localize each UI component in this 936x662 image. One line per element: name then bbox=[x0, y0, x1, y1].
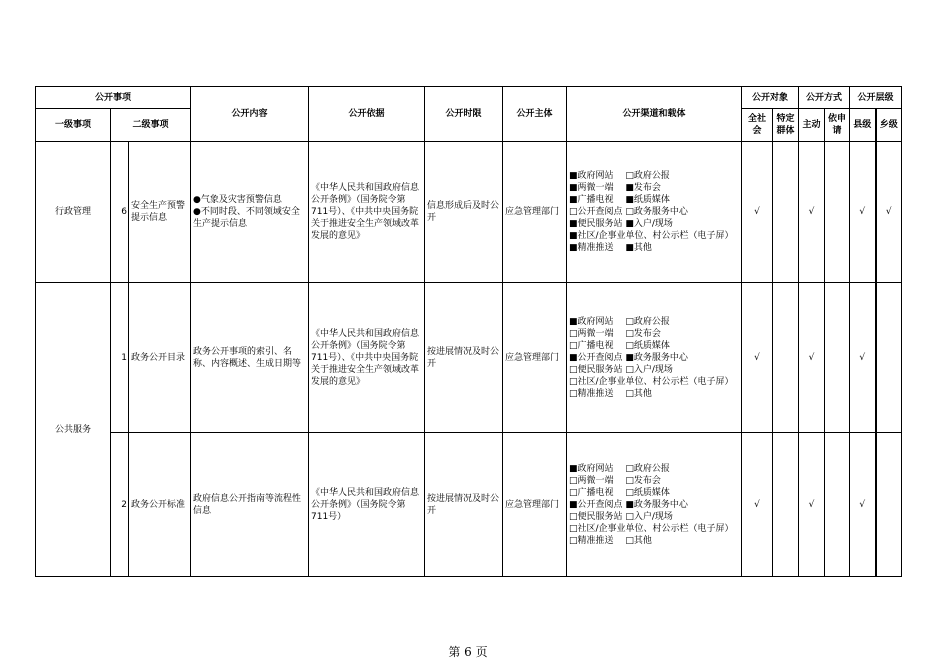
channel-line: □两微一端 □发布会 bbox=[569, 328, 661, 339]
channel-line: □广播电视 □纸质媒体 bbox=[569, 340, 670, 351]
cell-basis: 《中华人民共和国政府信息公开条例》（国务院令第711号）、《中共中央国务院关于推进安全生产领域改革发展的意见》 bbox=[309, 142, 425, 283]
channel-line: ■政府网站 □政府公报 bbox=[569, 316, 670, 327]
channel-line: □社区/企事业单位、村公示栏（电子屏） bbox=[569, 523, 734, 534]
channel-line: ■便民服务站 ■入户/现场 bbox=[569, 219, 673, 229]
channel-line: □公开查阅点 □政务服务中心 bbox=[569, 207, 688, 217]
cell-basis: 《中华人民共和国政府信息公开条例》（国务院令第711号） bbox=[309, 433, 425, 577]
header-channel: 公开渠道和载体 bbox=[567, 87, 742, 142]
cell-num: 2 bbox=[111, 433, 129, 577]
cell-level-township: √ bbox=[876, 142, 902, 283]
header-target: 公开对象 bbox=[742, 87, 799, 109]
cell-method-request bbox=[825, 283, 850, 433]
cell-level-township bbox=[876, 433, 902, 577]
cell-level-county: √ bbox=[850, 433, 876, 577]
cell-subject: 应急管理部门 bbox=[503, 142, 567, 283]
channel-line: □便民服务站 □入户/现场 bbox=[569, 364, 673, 375]
header-target-specific: 特定群体 bbox=[773, 109, 799, 142]
header-level-county: 县级 bbox=[850, 109, 876, 142]
header-basis: 公开依据 bbox=[309, 87, 425, 142]
table-row bbox=[36, 433, 902, 577]
header-method: 公开方式 bbox=[799, 87, 850, 109]
channel-line: ■政府网站 □政府公报 bbox=[569, 171, 670, 181]
header-level2: 二级事项 bbox=[111, 109, 191, 142]
channel-line: ■社区/企事业单位、村公示栏（电子屏） bbox=[569, 231, 734, 241]
cell-level1: 行政管理 bbox=[36, 142, 111, 283]
cell-level-county: √ bbox=[850, 142, 876, 283]
cell-level2: 安全生产预警提示信息 bbox=[129, 142, 191, 283]
cell-level2: 政务公开标准 bbox=[129, 433, 191, 577]
disclosure-table bbox=[35, 86, 902, 577]
cell-channel bbox=[567, 142, 742, 283]
header-subject: 公开主体 bbox=[503, 87, 567, 142]
cell-method-active: √ bbox=[799, 283, 825, 433]
cell-level2: 政务公开目录 bbox=[129, 283, 191, 433]
channel-line: □精准推送 □其他 bbox=[569, 535, 652, 546]
table-row bbox=[36, 283, 902, 433]
cell-time: 按进展情况及时公开 bbox=[425, 283, 503, 433]
header-level-township: 乡级 bbox=[876, 109, 902, 142]
header-method-active: 主动 bbox=[799, 109, 825, 142]
cell-target-specific bbox=[773, 433, 799, 577]
channel-line: □精准推送 □其他 bbox=[569, 388, 652, 399]
channel-line: □两微一端 □发布会 bbox=[569, 475, 661, 486]
table-row bbox=[36, 142, 902, 283]
page-number: 第 6 页 bbox=[448, 645, 488, 659]
channel-line: ■广播电视 ■纸质媒体 bbox=[569, 195, 670, 205]
header-time: 公开时限 bbox=[425, 87, 503, 142]
cell-time: 按进展情况及时公开 bbox=[425, 433, 503, 577]
cell-level-county: √ bbox=[850, 283, 876, 433]
header-gongkai-shixiang: 公开事项 bbox=[36, 87, 191, 109]
cell-method-request bbox=[825, 433, 850, 577]
cell-basis: 《中华人民共和国政府信息公开条例》（国务院令第711号）、《中共中央国务院关于推进安全生产领域改革发展的意见》 bbox=[309, 283, 425, 433]
header-content: 公开内容 bbox=[191, 87, 309, 142]
cell-content: 政府信息公开指南等流程性信息 bbox=[191, 433, 309, 577]
channel-line: ■政府网站 □政府公报 bbox=[569, 463, 670, 474]
cell-method-active: √ bbox=[799, 433, 825, 577]
cell-num: 6 bbox=[111, 142, 129, 283]
channel-line: ■公开查阅点 ■政务服务中心 bbox=[569, 499, 688, 510]
cell-num: 1 bbox=[111, 283, 129, 433]
cell-target-all: √ bbox=[742, 433, 773, 577]
cell-channel bbox=[567, 283, 742, 433]
cell-method-request bbox=[825, 142, 850, 283]
cell-content: 政务公开事项的索引、名称、内容概述、生成日期等 bbox=[191, 283, 309, 433]
cell-method-active: √ bbox=[799, 142, 825, 283]
cell-target-specific bbox=[773, 283, 799, 433]
header-level: 公开层级 bbox=[850, 87, 902, 109]
cell-time: 信息形成后及时公开 bbox=[425, 142, 503, 283]
cell-content bbox=[191, 142, 309, 283]
cell-target-all: √ bbox=[742, 283, 773, 433]
cell-subject: 应急管理部门 bbox=[503, 433, 567, 577]
cell-level1: 公共服务 bbox=[36, 283, 111, 577]
channel-line: □社区/企事业单位、村公示栏（电子屏） bbox=[569, 376, 734, 387]
header-level1: 一级事项 bbox=[36, 109, 111, 142]
cell-channel bbox=[567, 433, 742, 577]
cell-subject: 应急管理部门 bbox=[503, 283, 567, 433]
content-line: ●不同时段、不同领域安全生产提示信息 bbox=[193, 207, 300, 229]
channel-line: ■两微一端 ■发布会 bbox=[569, 183, 661, 193]
header-method-request: 依申请 bbox=[825, 109, 850, 142]
channel-line: □便民服务站 □入户/现场 bbox=[569, 511, 673, 522]
channel-line: ■公开查阅点 ■政务服务中心 bbox=[569, 352, 688, 363]
cell-target-specific bbox=[773, 142, 799, 283]
channel-line: □广播电视 □纸质媒体 bbox=[569, 487, 670, 498]
header-target-all: 全社会 bbox=[742, 109, 773, 142]
cell-level-township bbox=[876, 283, 902, 433]
content-line: ●气象及灾害预警信息 bbox=[193, 195, 282, 205]
cell-target-all: √ bbox=[742, 142, 773, 283]
channel-line: ■精准推送 ■其他 bbox=[569, 243, 652, 253]
